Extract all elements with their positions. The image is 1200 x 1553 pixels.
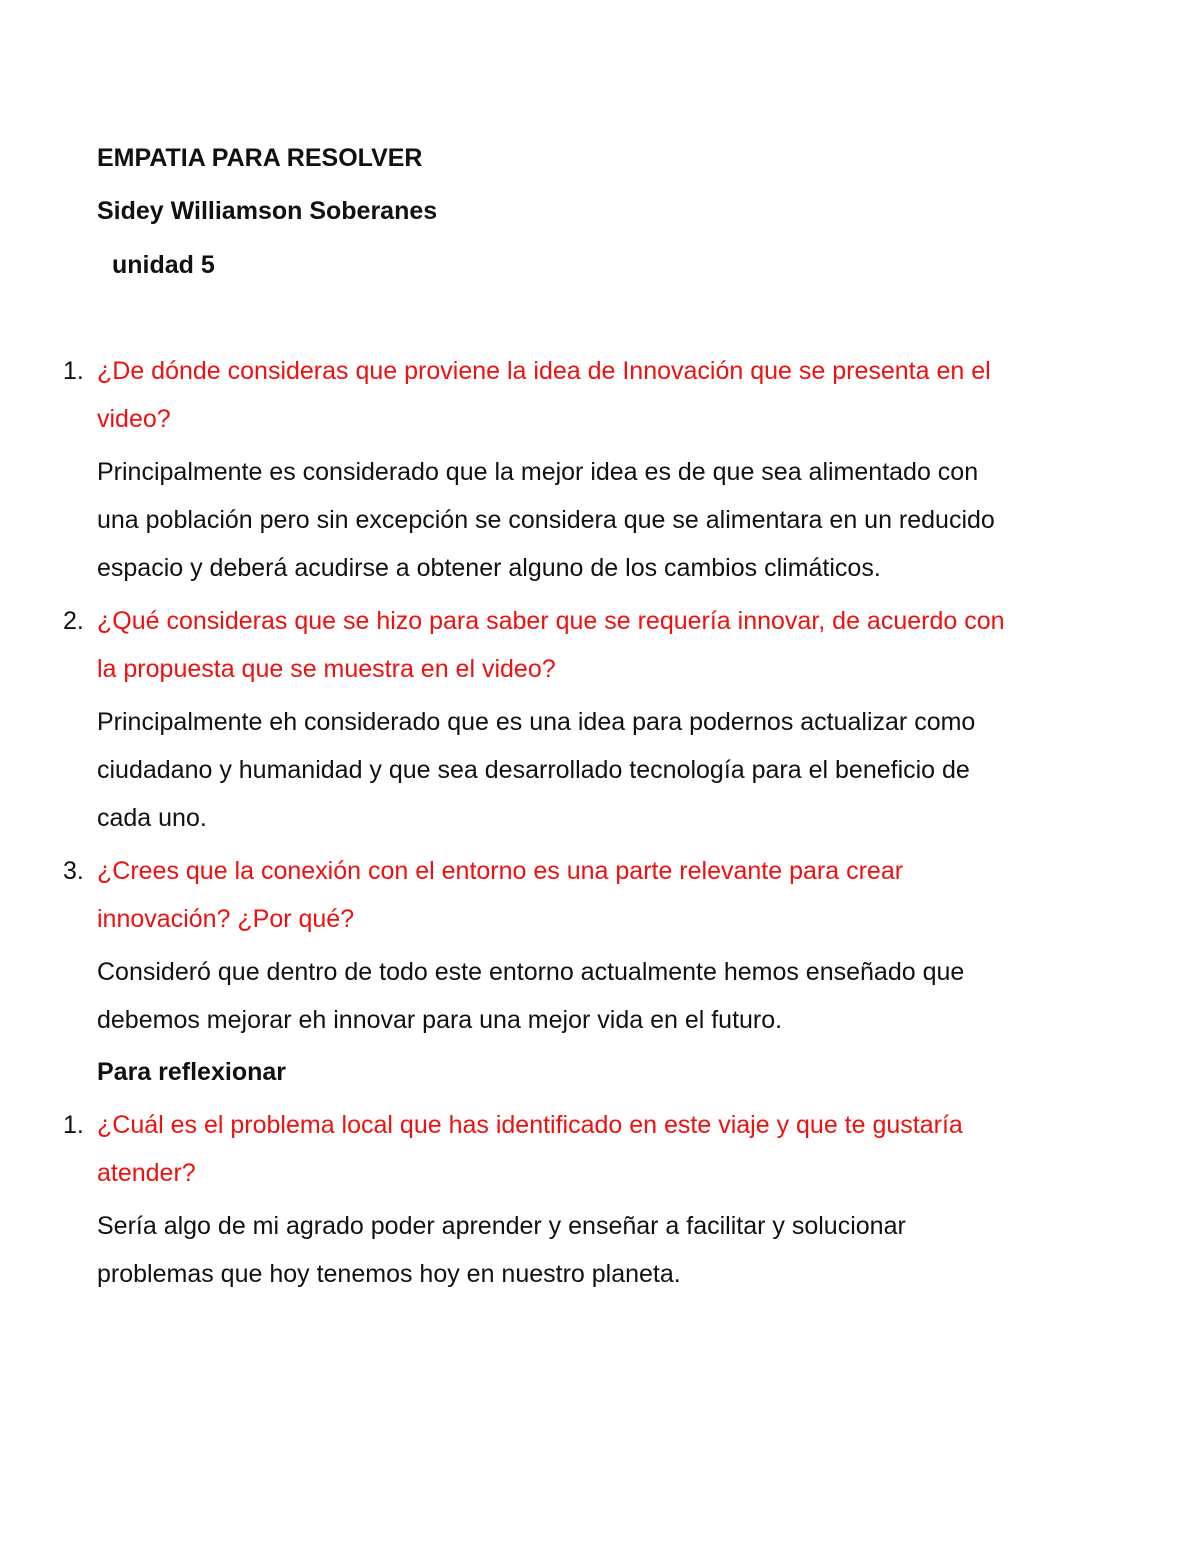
question-text: ¿Crees que la conexión con el entorno es una parte relevante para crear <box>97 857 904 885</box>
section-heading: Para reflexionar <box>97 1058 286 1086</box>
answer-text: debemos mejorar eh innovar para una mejor vida en el futuro. <box>97 1006 783 1034</box>
list-number: 2. <box>63 607 84 635</box>
answer-text: cada uno. <box>97 804 207 832</box>
unit-label: unidad 5 <box>112 251 215 279</box>
answer-text: ciudadano y humanidad y que sea desarrollado tecnología para el beneficio de <box>97 756 970 784</box>
question-text: atender? <box>97 1159 196 1187</box>
answer-text: Sería algo de mi agrado poder aprender y enseñar a facilitar y solucionar <box>97 1212 906 1240</box>
document-title: EMPATIA PARA RESOLVER <box>97 144 423 172</box>
question-text: la propuesta que se muestra en el video? <box>97 655 556 683</box>
list-number: 1. <box>63 1111 84 1139</box>
answer-text: Principalmente eh considerado que es una idea para podernos actualizar como <box>97 708 976 736</box>
question-text: ¿De dónde consideras que proviene la idea de Innovación que se presenta en el <box>97 357 991 385</box>
answer-text: problemas que hoy tenemos hoy en nuestro planeta. <box>97 1260 681 1288</box>
answer-text: Principalmente es considerado que la mejor idea es de que sea alimentado con <box>97 458 979 486</box>
answer-text: Consideró que dentro de todo este entorno actualmente hemos enseñado que <box>97 958 965 986</box>
question-text: ¿Cuál es el problema local que has identificado en este viaje y que te gustaría <box>97 1111 963 1139</box>
answer-text: una población pero sin excepción se considera que se alimentara en un reducido <box>97 506 995 534</box>
answer-text: espacio y deberá acudirse a obtener alguno de los cambios climáticos. <box>97 554 881 582</box>
list-number: 1. <box>63 357 84 385</box>
list-number: 3. <box>63 857 84 885</box>
question-text: ¿Qué consideras que se hizo para saber que se requería innovar, de acuerdo con <box>97 607 1005 635</box>
question-text: innovación? ¿Por qué? <box>97 905 355 933</box>
author-name: Sidey Williamson Soberanes <box>97 197 438 225</box>
question-text: video? <box>97 405 171 433</box>
